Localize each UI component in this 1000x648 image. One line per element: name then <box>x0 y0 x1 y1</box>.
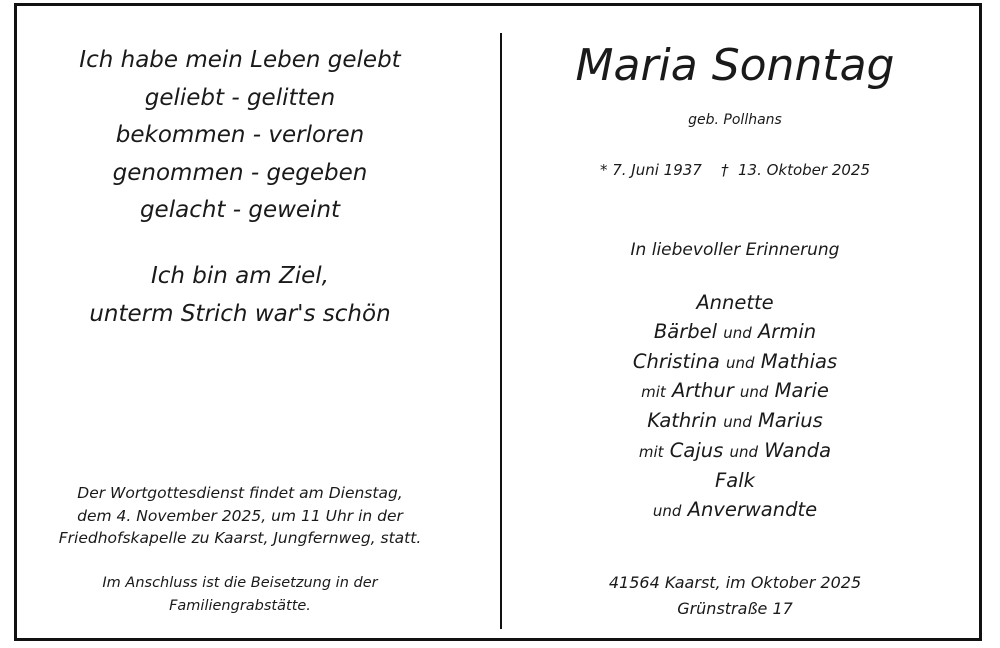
family-member: Armin <box>757 319 817 343</box>
family-line <box>520 437 950 467</box>
family-member: Bärbel <box>653 319 718 343</box>
poem-line: bekommen - verloren <box>115 122 365 148</box>
family-member: Kathrin <box>647 409 718 433</box>
poem-line: gelacht - geweint <box>139 197 341 223</box>
family-line <box>520 318 950 348</box>
family-member: Wanda <box>764 438 832 462</box>
poem-stanza-1 <box>20 42 460 230</box>
family-member: Marie <box>774 379 829 403</box>
cross-icon: † <box>720 161 729 179</box>
poem-line: unterm Strich war's schön <box>89 300 391 327</box>
service-line: Der Wortgottesdienst findet am Dienstag, <box>77 484 403 502</box>
family-line <box>520 467 950 496</box>
conjunction: mit <box>641 383 666 402</box>
poem-line: Ich bin am Ziel, <box>150 263 329 289</box>
address-line: Grünstraße 17 <box>677 599 793 618</box>
family-line <box>520 496 950 526</box>
family-member: Cajus <box>669 438 724 462</box>
family-line <box>520 407 950 437</box>
service-info <box>20 482 460 550</box>
service-line: Friedhofskapelle zu Kaarst, Jungfernweg, statt. <box>58 529 422 547</box>
family-list <box>520 289 950 525</box>
family-member: Falk <box>715 468 755 492</box>
conjunction: und <box>739 383 769 402</box>
family-line <box>520 348 950 378</box>
family-member: Annette <box>696 291 774 314</box>
conjunction: und <box>723 413 752 432</box>
conjunction: mit <box>638 442 664 461</box>
conjunction: und <box>729 442 759 461</box>
service-line: dem 4. November 2025, um 11 Uhr in der <box>77 506 403 525</box>
address-block <box>520 570 950 622</box>
memory-heading: In liebevoller Erinnerung <box>630 240 840 260</box>
death-date: 13. Oktober 2025 <box>737 161 871 179</box>
family-line <box>520 289 950 318</box>
burial-info <box>20 572 460 618</box>
life-dates <box>520 159 950 181</box>
family-member: Arthur <box>671 379 734 403</box>
birth-name: geb. Pollhans <box>688 112 782 128</box>
burial-line: Im Anschluss ist die Beisetzung in der <box>102 575 378 591</box>
conjunction: und <box>726 353 755 372</box>
conjunction: und <box>652 501 682 520</box>
poem-line: Ich habe mein Leben gelebt <box>79 47 401 73</box>
family-member: Anverwandte <box>687 497 818 521</box>
deceased-name: Maria Sonntag <box>575 40 895 91</box>
conjunction: und <box>723 323 752 342</box>
family-line <box>520 377 950 407</box>
poem-stanza-2 <box>20 258 460 333</box>
poem-line: geliebt - gelitten <box>144 84 336 111</box>
burial-line: Familiengrabstätte. <box>169 598 311 614</box>
birth-date: * 7. Juni 1937 <box>599 161 702 179</box>
family-member: Mathias <box>760 349 838 373</box>
family-member: Christina <box>632 349 720 373</box>
poem-line: genommen - gegeben <box>112 159 368 186</box>
address-line: 41564 Kaarst, im Oktober 2025 <box>608 573 862 592</box>
column-divider <box>500 33 502 629</box>
family-member: Marius <box>758 409 823 433</box>
